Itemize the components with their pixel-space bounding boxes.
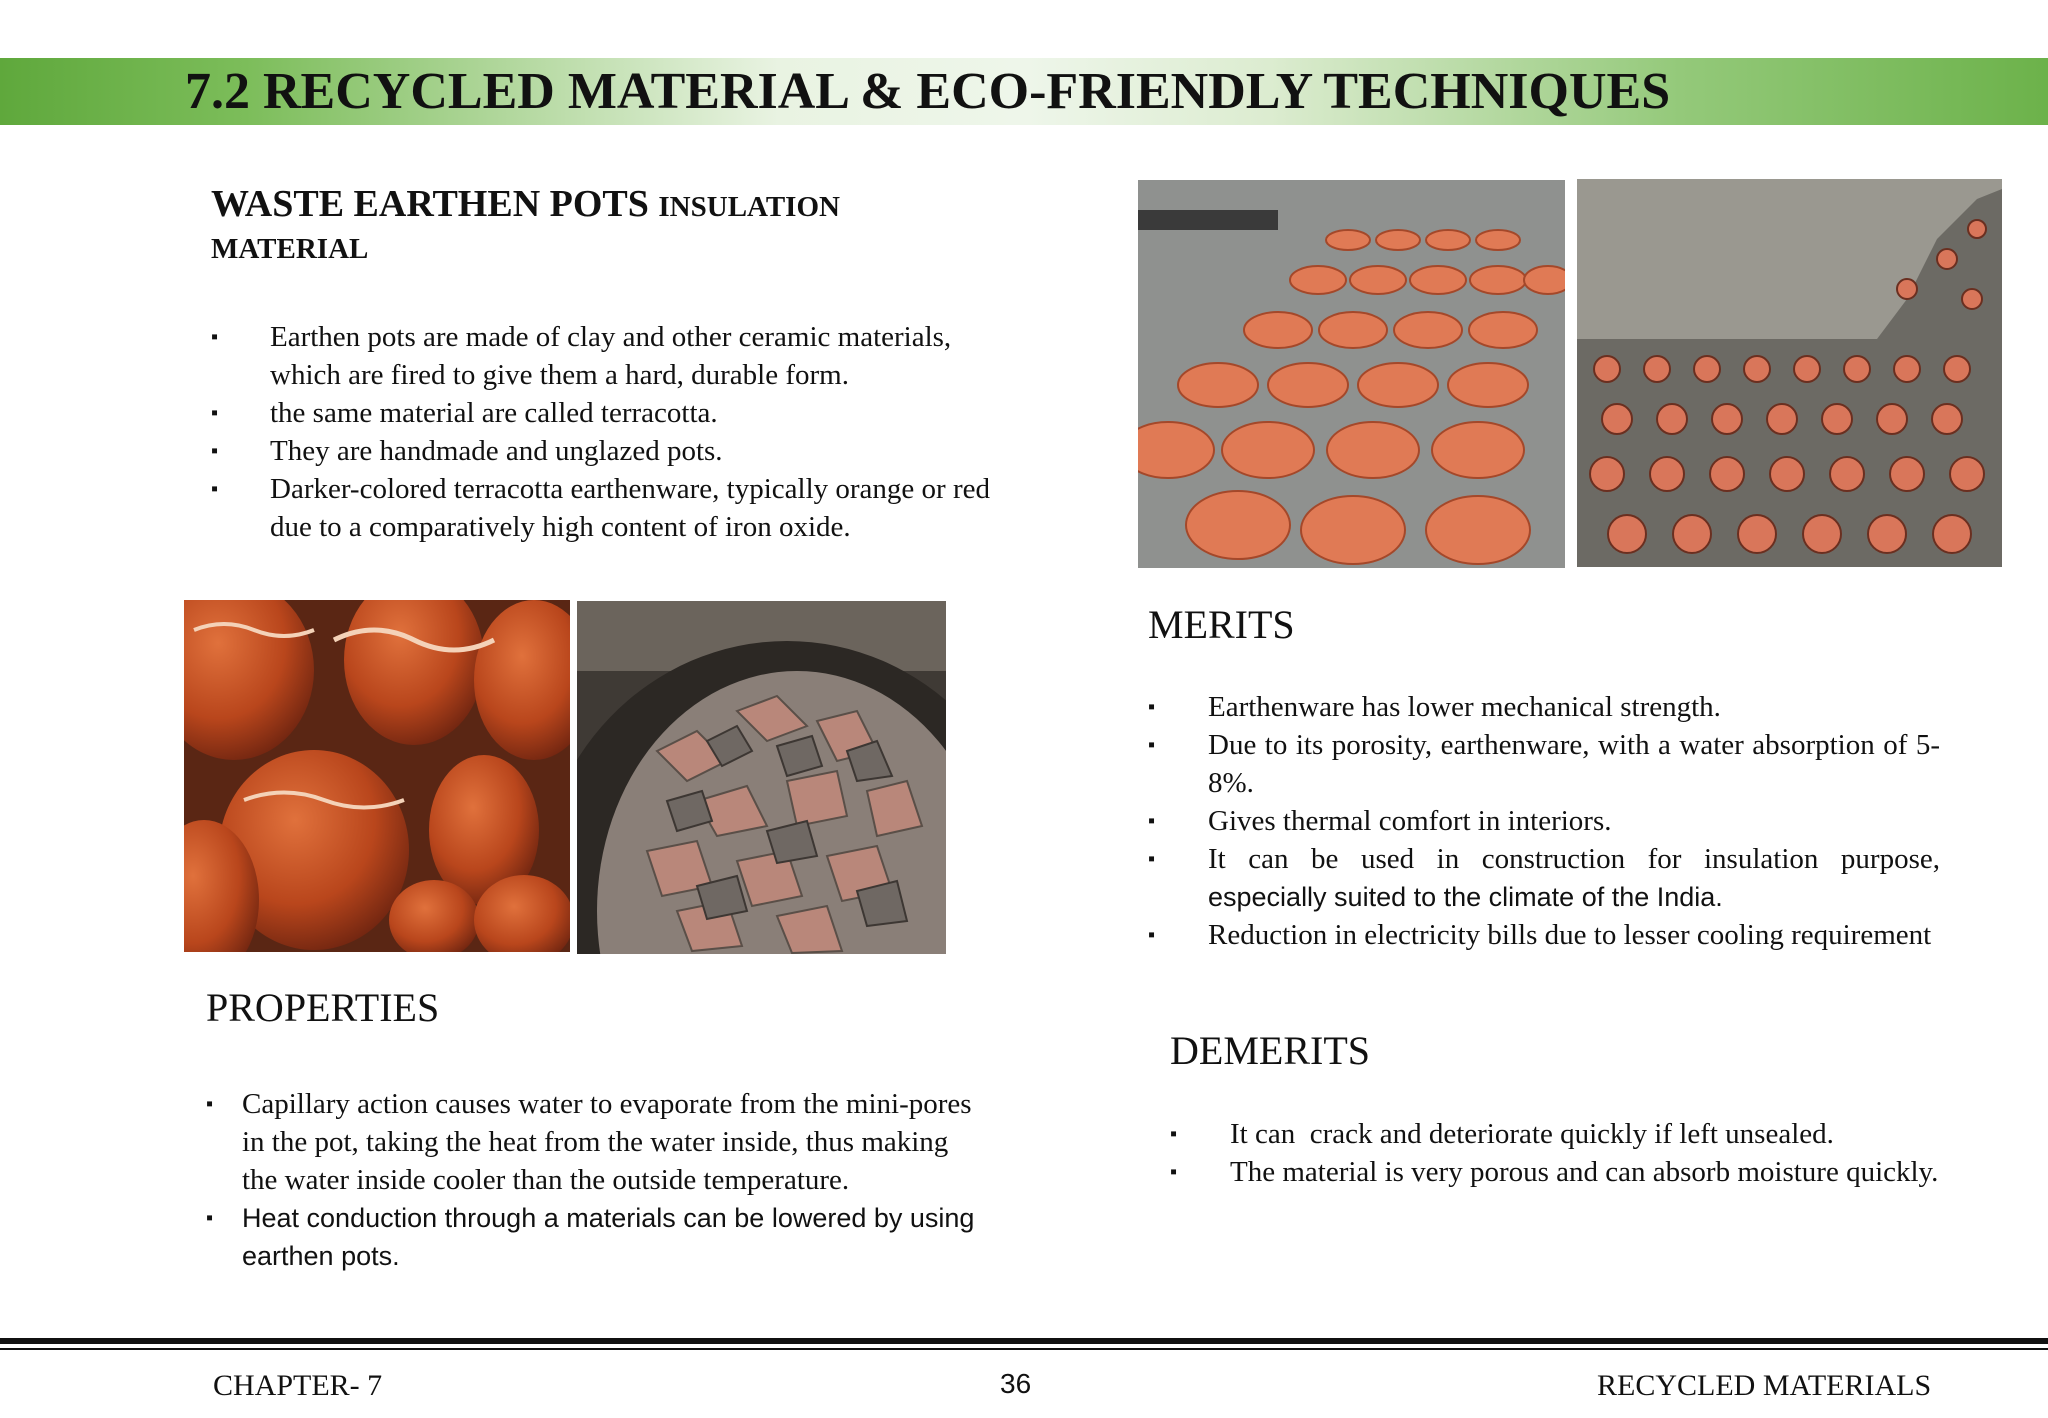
bullet-icon: ▪ [211,326,219,348]
bullet-icon: ▪ [1148,734,1156,756]
page-number: 36 [1000,1368,1032,1399]
list-item: ▪ It can be used in construction for insulation purpose, especially suited to the climate of the India. [1148,840,1940,916]
bullet-icon: ▪ [211,478,219,500]
intro-bullet-list [211,318,1001,546]
roof-pots-photo-1 [1138,180,1565,568]
bullet-icon: ▪ [1148,848,1156,870]
demerits-bullet-list [1170,1115,1950,1191]
list-item: ▪ Heat conduction through a materials can be lowered by using earthen pots. [206,1199,976,1275]
list-item: ▪ Darker-colored terracotta earthenware, typically orange or red due to a comparatively high content of iron oxide. [211,470,1001,546]
list-item: ▪ Reduction in electricity bills due to lesser cooling requirement [1148,916,1940,954]
bullet-icon: ▪ [206,1093,214,1115]
bullet-icon: ▪ [1148,810,1156,832]
pot-shards-dome-photo [577,601,946,954]
bullet-icon: ▪ [1148,924,1156,946]
list-item: ▪ It can crack and deteriorate quickly if left unsealed. [1170,1115,1950,1153]
footer-rule-thin [0,1348,2048,1350]
section-title [211,182,840,269]
footer-rule [0,1338,2048,1344]
terracotta-pots-photo [184,600,570,952]
footer-chapter: CHAPTER- 7 [213,1369,383,1402]
bullet-icon: ▪ [1170,1123,1178,1145]
bullet-icon: ▪ [211,402,219,424]
merits-bullet-list [1148,688,1940,954]
properties-bullet-list [206,1085,976,1275]
list-item: ▪ Earthen pots are made of clay and other ceramic materials, which are fired to give them a hard, durable form. [211,318,1001,394]
properties-heading: PROPERTIES [206,985,440,1030]
list-item: ▪ The material is very porous and can absorb moisture quickly. [1170,1153,1950,1191]
bullet-icon: ▪ [1170,1161,1178,1183]
list-item: ▪ They are handmade and unglazed pots. [211,432,1001,470]
list-item: ▪ Due to its porosity, earthenware, with a water absorption of 5-8%. [1148,726,1940,802]
roof-pots-photo-2 [1577,179,2002,567]
merits-heading: MERITS [1148,602,1295,647]
page-title: 7.2 RECYCLED MATERIAL & ECO-FRIENDLY TECHNIQUES [185,63,1671,120]
section-title-main: WASTE EARTHEN POTS [211,183,649,225]
bullet-icon: ▪ [211,440,219,462]
list-item: ▪ Capillary action causes water to evaporate from the mini-pores in the pot, taking the heat from the water inside, thus making the water inside cooler than the outside temperature. [206,1085,976,1199]
footer-section: RECYCLED MATERIALS [1597,1369,1932,1402]
section-title-small: INSULATION [658,191,840,223]
section-title-line2: MATERIAL [211,233,369,265]
list-item: ▪ Gives thermal comfort in interiors. [1148,802,1940,840]
bullet-icon: ▪ [206,1207,214,1229]
bullet-icon: ▪ [1148,696,1156,718]
list-item: ▪ the same material are called terracotta. [211,394,1001,432]
list-item: ▪ Earthenware has lower mechanical strength. [1148,688,1940,726]
header-banner [0,58,2048,125]
demerits-heading: DEMERITS [1170,1028,1370,1073]
